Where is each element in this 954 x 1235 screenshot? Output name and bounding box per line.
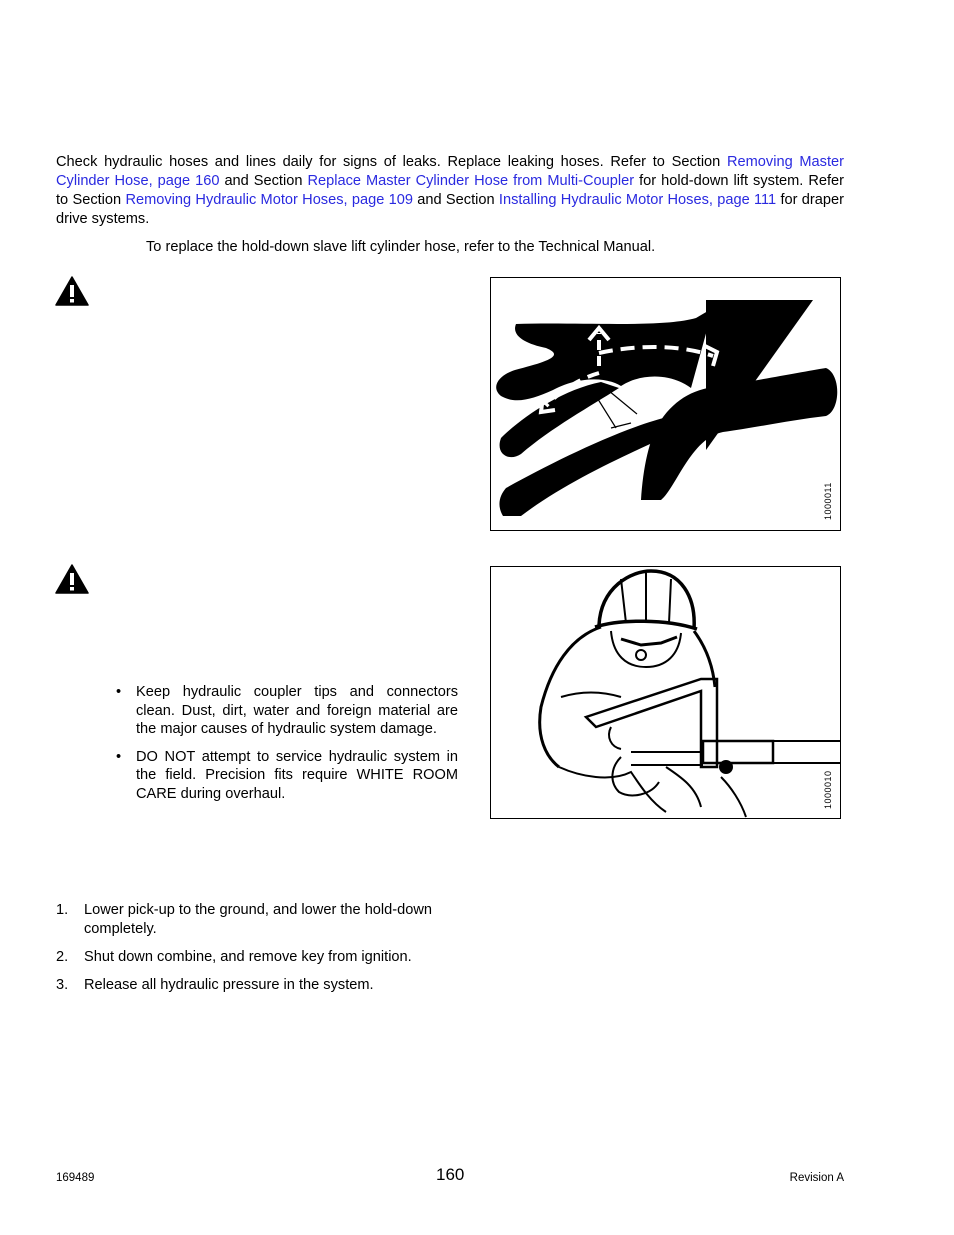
figure-worker-cleaning-coupler <box>490 566 841 819</box>
step-item <box>56 901 466 939</box>
step-item <box>56 976 466 995</box>
bullet-symbol: • <box>116 748 122 765</box>
step-number: 3. <box>56 977 69 993</box>
link-removing-hydraulic-motor-hoses[interactable]: Removing Hydraulic Motor Hoses, page 109 <box>125 192 413 208</box>
step-text: Release all hydraulic pressure in the system. <box>84 977 374 993</box>
step-number: 2. <box>56 949 69 965</box>
page-number: 160 <box>436 1165 465 1184</box>
link-replace-master-cylinder-hose[interactable]: Replace Master Cylinder Hose from Multi-Coupler <box>307 173 635 189</box>
hand-leak-illustration <box>491 278 840 530</box>
link-installing-hydraulic-motor-hoses[interactable]: Installing Hydraulic Motor Hoses, page 111 <box>498 192 777 208</box>
intro-text-4: and Section <box>412 192 499 208</box>
figure-hydraulic-leak-hand <box>490 277 841 531</box>
step-text: Shut down combine, and remove key from ignition. <box>84 949 412 965</box>
list-item <box>112 748 458 804</box>
step-number: 1. <box>56 902 69 918</box>
note-text: To replace the hold-down slave lift cylinder hose, refer to the Technical Manual. <box>146 239 656 255</box>
intro-text-1: Check hydraulic hoses and lines daily for signs of leaks. Replace leaking hoses. Refer to Section <box>56 154 727 170</box>
bullet-text: Keep hydraulic coupler tips and connectors clean. Dust, dirt, water and foreign material are the major causes of hydraulic system damage. <box>136 684 458 737</box>
figure-number: 1000011 <box>823 482 833 520</box>
bullet-symbol: • <box>116 684 122 700</box>
document-number: 169489 <box>56 1172 95 1184</box>
list-item <box>112 683 458 739</box>
intro-text-3: for hold-down lift system. Refer to Section <box>56 173 844 208</box>
step-item <box>56 948 466 967</box>
revision-label: Revision A <box>789 1172 844 1184</box>
intro-text-5: for draper drive systems. <box>56 192 844 227</box>
intro-text-2: and Section <box>219 173 308 189</box>
caution-bullet-list <box>112 683 458 812</box>
warning-triangle-icon <box>55 564 89 594</box>
intro-paragraph <box>56 153 844 229</box>
step-text: Lower pick-up to the ground, and lower the hold-down completely. <box>84 902 433 937</box>
bullet-text: DO NOT attempt to service hydraulic system in the field. Precision fits require WHITE ROOM CARE during overhaul. <box>136 748 458 802</box>
worker-illustration <box>491 567 840 818</box>
figure-number: 1000010 <box>823 770 833 809</box>
procedure-steps <box>56 901 466 1004</box>
warning-triangle-icon <box>55 276 89 306</box>
link-removing-master-cylinder-hose[interactable]: Removing Master Cylinder Hose, page 160 <box>56 154 845 189</box>
